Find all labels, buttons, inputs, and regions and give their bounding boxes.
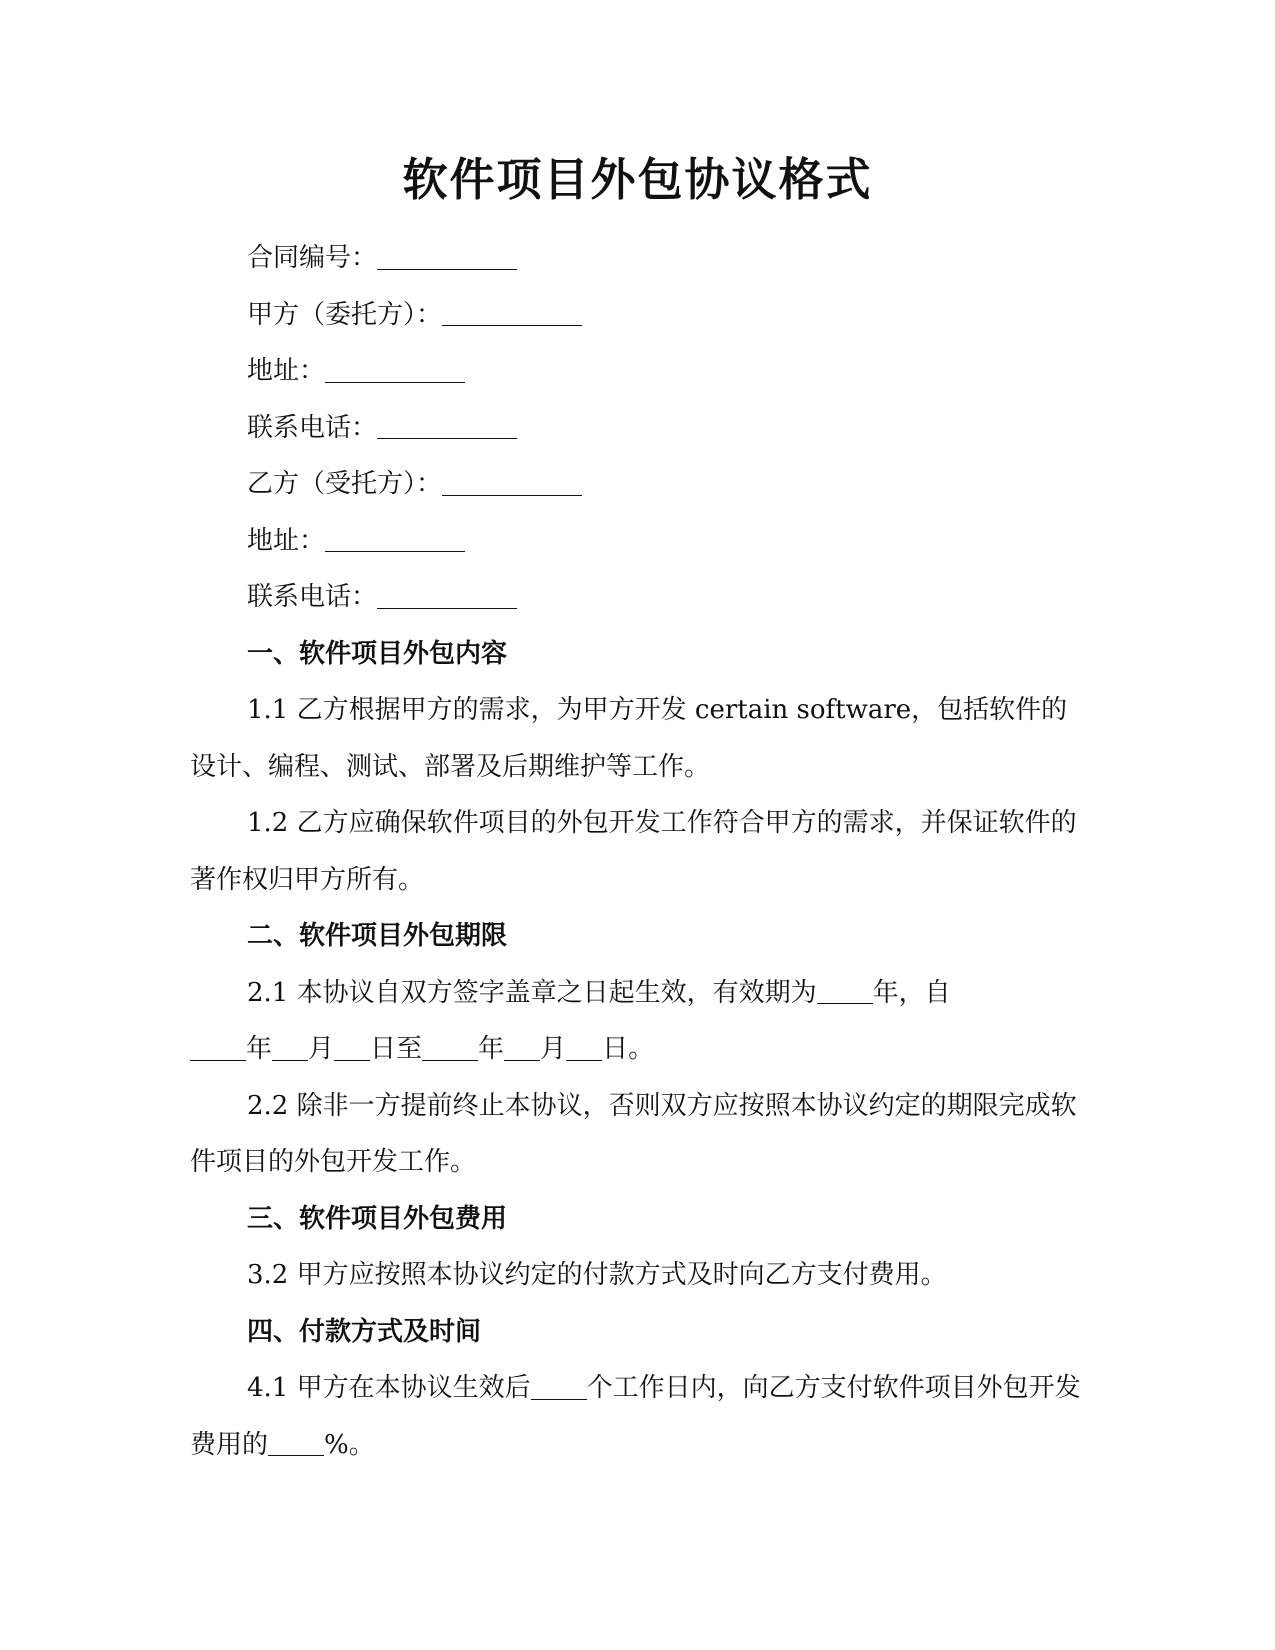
clause-text: 年 — [246, 1034, 273, 1064]
blank-line — [504, 1034, 540, 1061]
field-party-a-phone — [190, 400, 1090, 457]
clause-text: 年，自 — [872, 977, 951, 1008]
field-party-a — [190, 287, 1090, 344]
clause-text: 月 — [308, 1034, 335, 1064]
clause-text: 个工作日内，向乙方支付软件项目外包开发费用的 — [190, 1373, 1081, 1460]
clause-text: 年 — [478, 1034, 505, 1064]
document-title: 软件项目外包协议格式 — [402, 153, 873, 206]
blank-line — [377, 412, 517, 439]
document-body — [190, 230, 1090, 1473]
blank-line — [566, 1034, 602, 1061]
field-party-b — [190, 456, 1090, 513]
field-label: 地址： — [247, 525, 326, 556]
field-label: 地址： — [247, 356, 326, 386]
field-party-a-address — [190, 343, 1090, 400]
field-label: 合同编号： — [247, 243, 378, 273]
blank-line — [272, 1034, 308, 1061]
blank-line — [817, 977, 873, 1004]
clause-2-2: 2.2 除非一方提前终止本协议，否则双方应按照本协议约定的期限完成软件项目的外包开发工作。 — [190, 1090, 1077, 1177]
field-contract-number — [190, 230, 1090, 287]
section-heading-4: 四、付款方式及时间 — [247, 1316, 482, 1347]
blank-line — [334, 1034, 370, 1061]
blank-line — [377, 243, 517, 270]
clause-text: 月 — [540, 1034, 567, 1064]
blank-line — [442, 469, 582, 496]
section-heading-1: 一、软件项目外包内容 — [247, 638, 508, 669]
blank-line — [377, 582, 517, 609]
blank-line — [325, 525, 465, 552]
clause-2-1-line-1 — [190, 965, 1090, 1022]
blank-line — [190, 1034, 246, 1061]
clause-3-2: 3.2 甲方应按照本协议约定的付款方式及时向乙方支付费用。 — [247, 1260, 947, 1290]
blank-line — [531, 1373, 587, 1400]
clause-4-1 — [190, 1360, 1090, 1473]
clause-text: 日至 — [370, 1034, 423, 1064]
field-label: 乙方（受托方）： — [247, 469, 443, 499]
clause-1-2: 1.2 乙方应确保软件项目的外包开发工作符合甲方的需求，并保证软件的著作权归甲方所有。 — [190, 808, 1077, 895]
clause-2-1-line-2 — [190, 1021, 1090, 1078]
field-label: 联系电话： — [247, 412, 378, 443]
blank-line — [442, 299, 582, 326]
section-heading-2: 二、软件项目外包期限 — [247, 921, 508, 951]
blank-line — [325, 356, 465, 383]
field-label: 联系电话： — [247, 582, 378, 612]
blank-line — [268, 1429, 324, 1456]
section-heading-3: 三、软件项目外包费用 — [247, 1203, 508, 1234]
clause-text: 4.1 甲方在本协议生效后 — [247, 1373, 531, 1403]
field-party-b-phone — [190, 569, 1090, 626]
field-label: 甲方（委托方）： — [247, 299, 443, 330]
field-party-b-address — [190, 513, 1090, 570]
blank-line — [422, 1034, 478, 1061]
clause-text: 2.1 本协议自双方签字盖章之日起生效，有效期为 — [247, 977, 817, 1008]
clause-text: 日。 — [602, 1034, 655, 1064]
clause-text: %。 — [324, 1429, 375, 1460]
clause-1-1: 1.1 乙方根据甲方的需求，为甲方开发 certain software，包括软件的设计、编程、测试、部署及后期维护等工作。 — [190, 695, 1068, 782]
